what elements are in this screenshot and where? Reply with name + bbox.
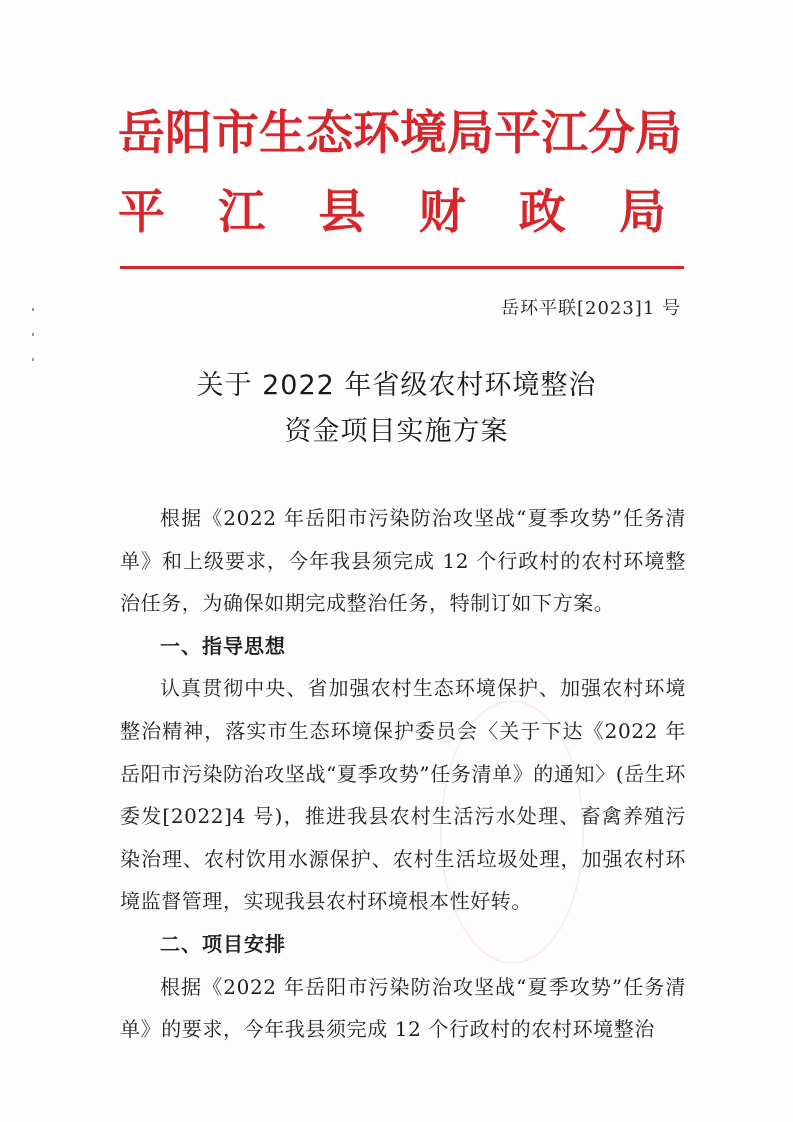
issuer-line-2-char: 政 [518, 185, 566, 240]
document-number: 岳环平联[2023]1 号 [500, 298, 681, 319]
issuer-line-2-char: 江 [218, 185, 266, 240]
binding-margin-marks [30, 308, 36, 368]
section-heading-guiding-ideology: 一、指导思想 [160, 633, 286, 658]
document-body [120, 497, 686, 1051]
issuer-line-2 [118, 183, 666, 243]
issuer-line-2-char: 局 [618, 185, 666, 240]
intro-paragraph: 根据《2022 年岳阳市污染防治攻坚战“夏季攻势”任务清单》和上级要求，今年我县须完成 12 个行政村的农村环境整治任务，为确保如期完成整治任务，特制订如下方案。 [120, 506, 686, 616]
document-title-line-2: 资金项目实施方案 [284, 416, 509, 447]
issuer-line-2-char: 财 [418, 185, 466, 240]
red-header-divider [120, 266, 684, 269]
section-heading-project-arrangement: 二、项目安排 [160, 931, 286, 956]
issuer-line-2-char: 平 [118, 185, 165, 240]
document-title-line-1: 关于 2022 年省级农村环境整治 [196, 370, 597, 401]
issuer-line-2-char: 县 [318, 185, 366, 240]
section-1-paragraph: 认真贯彻中央、省加强农村生态环境保护、加强农村环境整治精神，落实市生态环境保护委员会〈关于下达《2022 年岳阳市污染防治攻坚战“夏季攻势”任务清单》的通知〉(岳生环委发[2022]4 号)，推进我县农村生活污水处理、畜禽养殖污染治理、农村饮用水源保护、农村生活垃圾处理，加强农村环境监督管理，实现我县农村环境根本性好转。 [120, 676, 686, 914]
section-2-paragraph: 根据《2022 年岳阳市污染防治攻坚战“夏季攻势”任务清单》的要求，今年我县须完成 12 个行政村的农村环境整治 [120, 974, 686, 1042]
issuer-line-1: 岳阳市生态环境局平江分局 [118, 106, 682, 161]
